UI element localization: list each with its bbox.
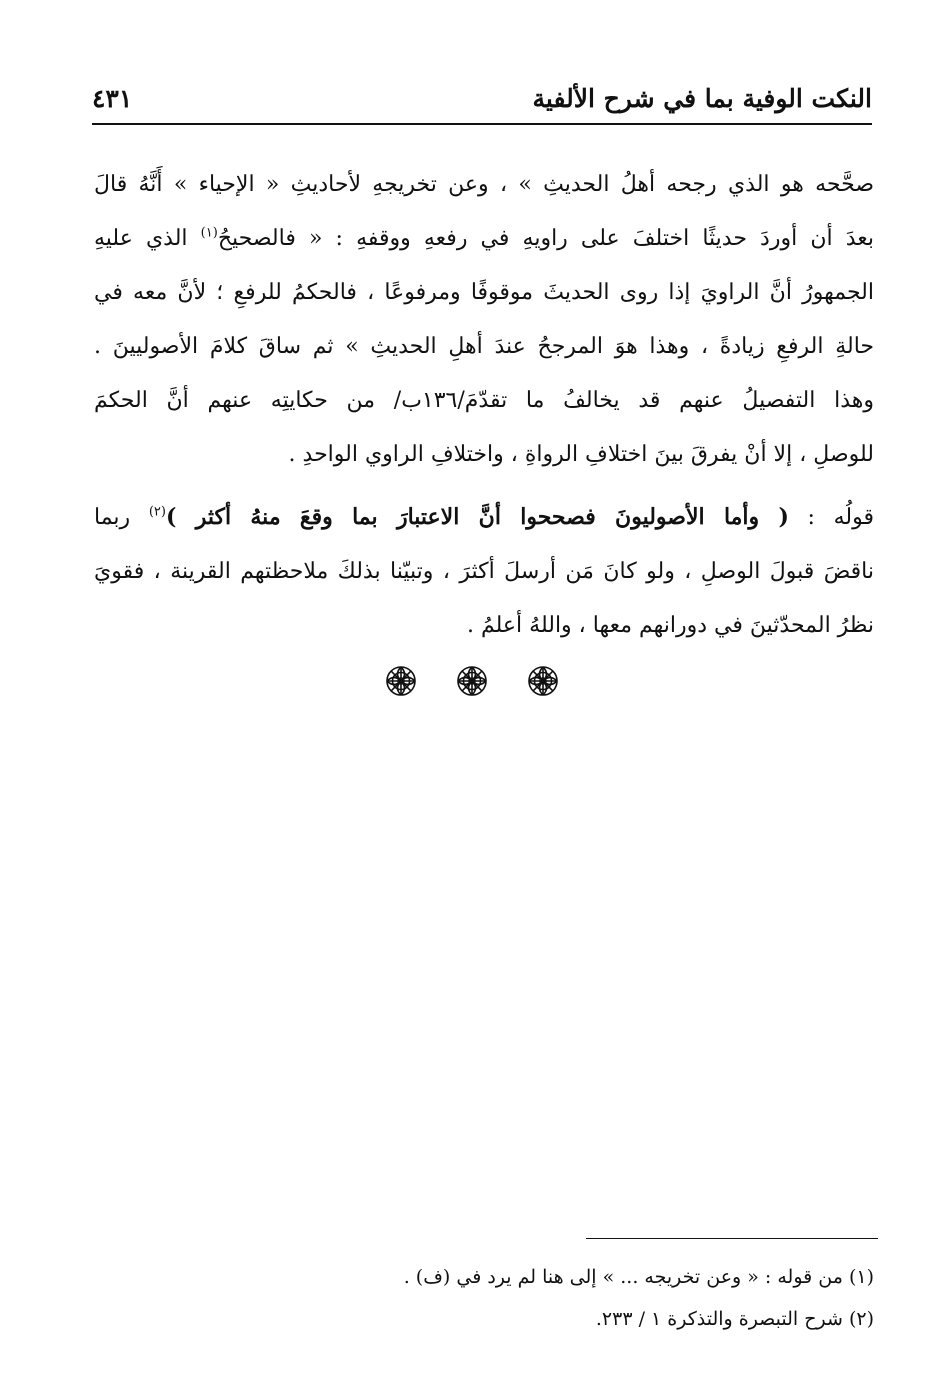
text-line: الجمهورُ أنَّ الراويَ إذا روى الحديثَ موقوفًا ومرفوعًا ، فالحكمُ للرفعِ ؛ لأنَّ معه في xyxy=(94,280,874,305)
page-number: ٤٣١ xyxy=(92,84,133,113)
text-line: للوصلِ ، إلا أنْ يفرقَ بينَ اختلافِ الرواةِ ، واختلافِ الراوي الواحدِ . xyxy=(288,442,874,467)
header-divider xyxy=(92,123,872,125)
quoted-matn: ( وأما الأصوليونَ فصححوا أنَّ الاعتبارَ بما وقعَ منهُ أكثر ) xyxy=(165,504,789,530)
footnote-2: (٢) شرح التبصرة والتذكرة ١ / ٢٣٣. xyxy=(595,1308,874,1330)
footnotes xyxy=(92,1256,874,1340)
text-line xyxy=(94,490,874,545)
section-end-ornaments xyxy=(0,664,944,704)
rosette-ornament-icon xyxy=(526,664,560,698)
paragraph-1 xyxy=(94,158,874,482)
running-header xyxy=(92,78,872,122)
footnote-1: (١) من قوله : « وعن تخريجه ... » إلى هنا لم يرد في (ف) . xyxy=(403,1266,874,1288)
lead-word: قولُه : xyxy=(788,505,874,530)
text-line: وهذا التفصيلُ عنهم قد يخالفُ ما تقدّمَ/١٣٦ب/ من حكايتِه عنهم أنَّ الحكمَ xyxy=(94,388,874,413)
text-line: صحَّحه هو الذي رجحه أهلُ الحديثِ » ، وعن تخريجهِ لأحاديثِ « الإحياء » أَنَّهُ قالَ xyxy=(94,172,874,197)
rosette-ornament-icon xyxy=(455,664,489,698)
text-line-tail: الذي عليهِ xyxy=(94,226,188,251)
footnote-ref-2[interactable]: (٢) xyxy=(148,504,166,520)
footnote-divider xyxy=(586,1238,878,1239)
main-text xyxy=(94,158,874,653)
footnote-ref-1[interactable]: (١) xyxy=(200,225,218,241)
text-line: ناقضَ قبولَ الوصلِ ، ولو كانَ مَن أرسلَ أكثرَ ، وتبيّنا بذلكَ ملاحظتهم القرينة ، فقويَ xyxy=(94,559,874,584)
text-line-tail: ربما xyxy=(94,505,131,530)
running-title: النكت الوفية بما في شرح الألفية xyxy=(532,84,872,113)
paragraph-2 xyxy=(94,490,874,653)
text-line-head: بعدَ أن أوردَ حديثًا اختلفَ على راويهِ في رفعهِ ووقفهِ : « فالصحيحُ xyxy=(217,226,874,251)
text-line: نظرُ المحدّثينَ في دورانهم معها ، واللهُ أعلمُ . xyxy=(467,613,874,638)
rosette-ornament-icon xyxy=(384,664,418,698)
text-line: حالةِ الرفعِ زيادةً ، وهذا هوَ المرجحُ عندَ أهلِ الحديثِ » ثم ساقَ كلامَ الأصوليينَ . xyxy=(94,334,874,359)
text-line xyxy=(94,212,874,266)
